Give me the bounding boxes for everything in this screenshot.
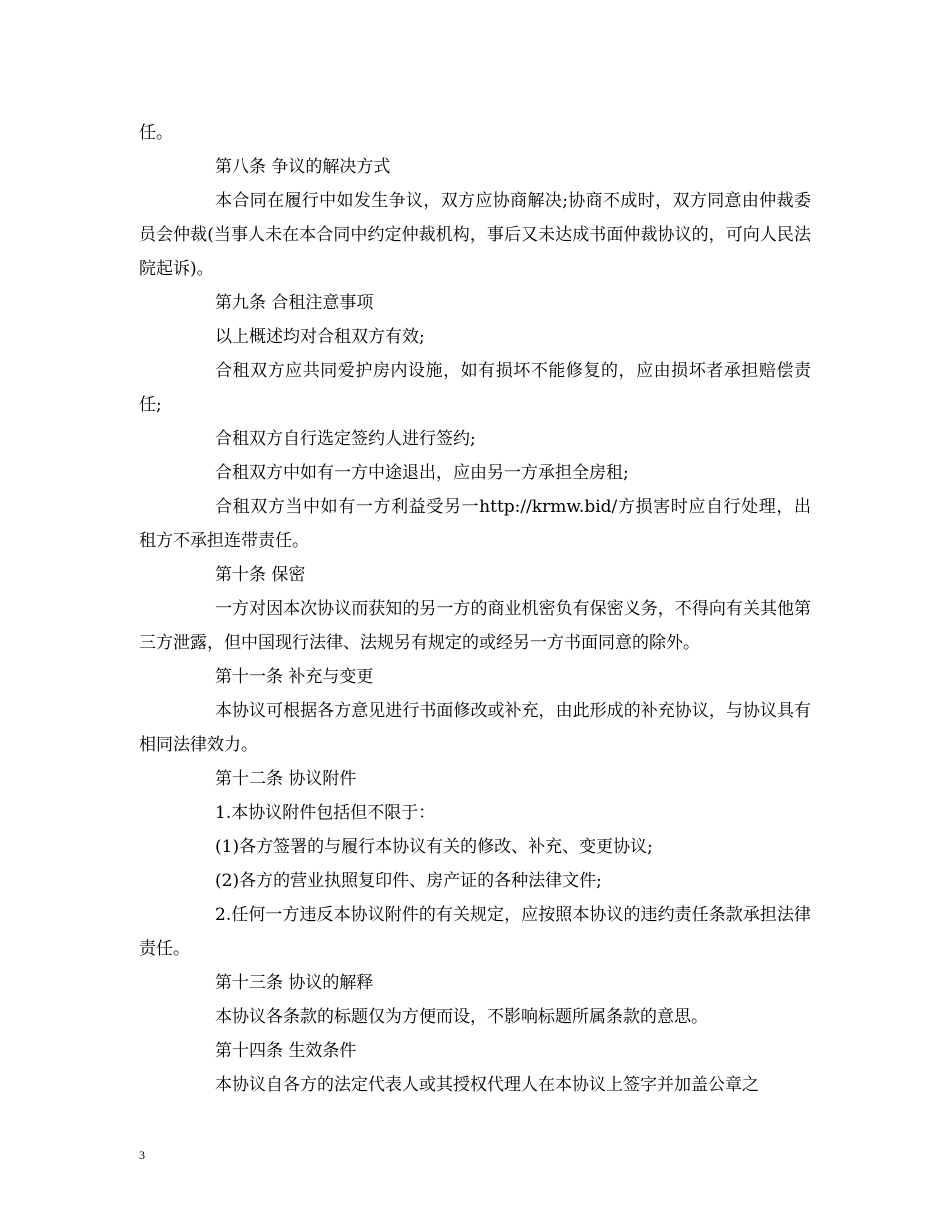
article-9-item: 以上概述均对合租双方有效; bbox=[215, 327, 425, 347]
article-8-heading: 第八条 争议的解决方式 bbox=[215, 157, 391, 177]
document-body bbox=[139, 116, 811, 1102]
article-12-item: 2.任何一方违反本协议附件的有关规定，应按照本协议的违约责任条款承担法律责任。 bbox=[139, 905, 811, 959]
article-9-item: 合租双方自行选定签约人进行签约; bbox=[215, 429, 476, 449]
article-12-heading: 第十二条 协议附件 bbox=[215, 769, 357, 789]
article-14-heading: 第十四条 生效条件 bbox=[215, 1041, 357, 1061]
page-number: 3 bbox=[139, 1148, 145, 1162]
article-12-item: (1)各方签署的与履行本协议有关的修改、补充、变更协议; bbox=[215, 837, 653, 857]
article-12-item: (2)各方的营业执照复印件、房产证的各种法律文件; bbox=[215, 871, 602, 891]
article-14-body: 本协议自各方的法定代表人或其授权代理人在本协议上签字并加盖公章之 bbox=[215, 1075, 759, 1095]
article-12-item: 1.本协议附件包括但不限于： bbox=[215, 803, 436, 823]
article-13-body: 本协议各条款的标题仅为方便而设，不影响标题所属条款的意思。 bbox=[215, 1007, 708, 1027]
article-11-heading: 第十一条 补充与变更 bbox=[215, 667, 374, 687]
article-10-body: 一方对因本次协议而获知的另一方的商业机密负有保密义务，不得向有关其他第三方泄露，但中国现行法律、法规另有规定的或经另一方书面同意的除外。 bbox=[139, 599, 811, 653]
paragraph-continuation: 任。 bbox=[139, 123, 173, 143]
article-11-body: 本协议可根据各方意见进行书面修改或补充，由此形成的补充协议，与协议具有相同法律效力。 bbox=[139, 701, 811, 755]
article-9-item: 合租双方应共同爱护房内设施，如有损坏不能修复的，应由损坏者承担赔偿责任; bbox=[139, 361, 811, 415]
article-9-heading: 第九条 合租注意事项 bbox=[215, 293, 374, 313]
article-13-heading: 第十三条 协议的解释 bbox=[215, 973, 374, 993]
article-9-item: 合租双方当中如有一方利益受另一http://krmw.bid/方损害时应自行处理，出租方不承担连带责任。 bbox=[139, 497, 811, 551]
article-9-item: 合租双方中如有一方中途退出，应由另一方承担全房租; bbox=[215, 463, 629, 483]
article-8-body: 本合同在履行中如发生争议，双方应协商解决;协商不成时，双方同意由仲裁委员会仲裁(当事人未在本合同中约定仲裁机构，事后又未达成书面仲裁协议的，可向人民法院起诉)。 bbox=[139, 191, 811, 279]
article-10-heading: 第十条 保密 bbox=[215, 565, 306, 585]
